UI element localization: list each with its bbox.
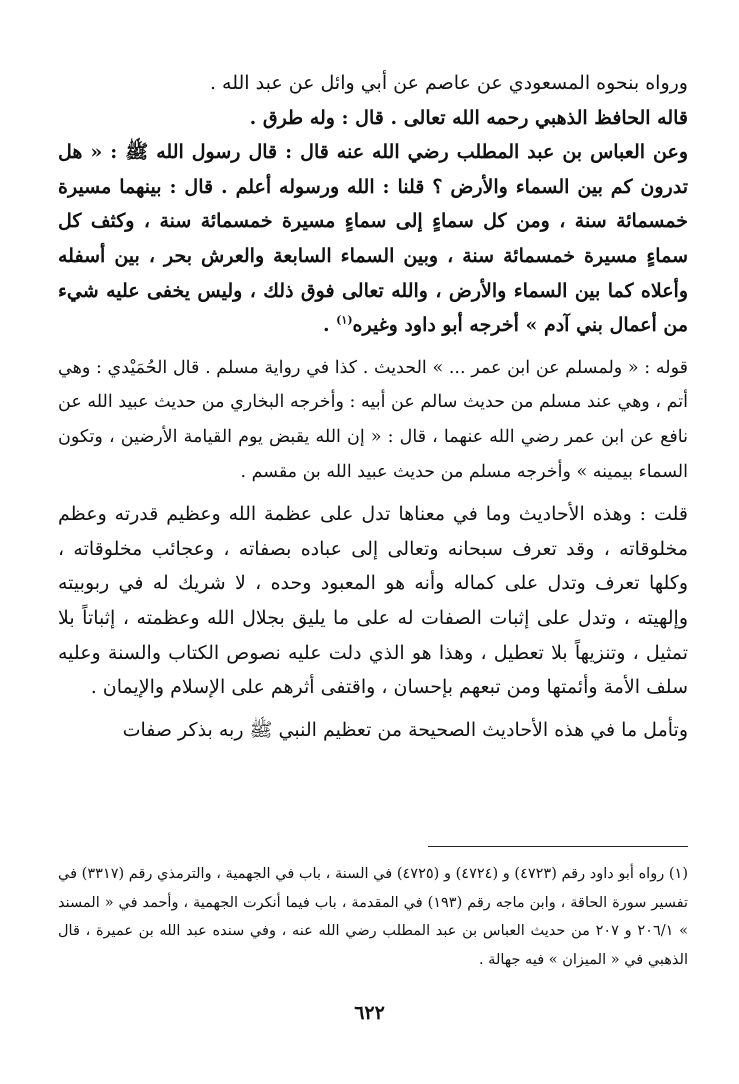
paragraph-taammal: وتأمل ما في هذه الأحاديث الصحيحة من تعظيم النبي ﷺ ربه بذكر صفات [122, 718, 688, 741]
paragraph-ibn-umar-commentary: قوله : « ولمسلم عن ابن عمر ... » الحديث . كذا في رواية مسلم . قال الحُمَيْدي : وهي أتم ، وهي عند مسلم من حديث سالم عن أبيه : وأخرجه البخاري من حديث عبيد الله عن نافع عن ابن عمر رضي الله عنهما ، قال : « إن الله يقبض يوم القيامة الأرضين ، وتكون السماء بيمينه » وأخرجه مسلم من حديث عبيد الله بن مقسم . [58, 357, 688, 482]
paragraph-dhahabi-remark: قاله الحافظ الذهبي رحمه الله تعالى . قال : وله طرق . [249, 106, 688, 129]
page-number: ٦٢٢ [354, 1002, 385, 1024]
paragraph-qultu-conclusion: قلت : وهذه الأحاديث وما في معناها تدل على عظمة الله وعظيم قدرته وعظم مخلوقاته ، وقد تعرف سبحانه وتعالى إلى عباده بصفاته ، وعجائب مخلوقاته ، وكلها تعرف وتدل على كماله وأنه هو المعبود وحده ، لا شريك له في ربوبيته وإلهيته ، وتدل على إثبات الصفات له على ما يليق بجلال الله وعظمته ، إثباتاً بلا تمثيل ، وتنزيهاً بلا تعطيل ، وهذا هو الذي دلت عليه نصوص الكتاب والسنة وعليه سلف الأمة وأئمتها ومن تبعهم بإحسان ، واقتفى أثرهم على الإسلام والإيمان . [58, 503, 688, 699]
footnotes-section [58, 860, 688, 974]
footnote-divider [428, 846, 688, 847]
footnote-1: (١) رواه أبو داود رقم (٤٧٢٣) و (٤٧٢٤) و (٤٧٢٥) في السنة ، باب في الجهمية ، والترمذي رقم (٣٣١٧) في تفسير سورة الحاقة ، وابن ماجه رقم (١٩٣) في المقدمة ، باب فيما أنكرت الجهمية ، وأحمد في « المسند » ٢٠٦/١ و ٢٠٧ من حديث العباس بن عبد المطلب رضي الله عنه ، وفي سنده عبد الله بن عميرة ، قال الذهبي في « الميزان » فيه جهالة . [58, 866, 688, 968]
paragraph-masudi-narration: ورواه بنحوه المسعودي عن عاصم عن أبي وائل عن عبد الله . [209, 72, 688, 94]
abbas-hadith-tail: . [322, 314, 337, 337]
abbas-hadith-text: وعن العباس بن عبد المطلب رضي الله عنه قال : قال رسول الله ﷺ : « هل تدرون كم بين السماء والأرض ؟ قلنا : الله ورسوله أعلم . قال : بينهما مسيرة خمسمائة سنة ، ومن كل سماءٍ إلى سماءٍ مسيرة خمسمائة سنة ، وكثف كل سماءٍ مسيرة خمسمائة سنة ، وبين السماء السابعة والعرش بحر ، بين أسفله وأعلاه كما بين السماء والأرض ، والله تعالى فوق ذلك ، وليس يخفى عليه شيء من أعمال بني آدم » أخرجه أبو داود وغيره [58, 141, 688, 337]
main-text [58, 66, 688, 747]
paragraph-abbas-hadith [58, 135, 688, 343]
footnote-reference-1[interactable]: (١) [336, 313, 353, 327]
